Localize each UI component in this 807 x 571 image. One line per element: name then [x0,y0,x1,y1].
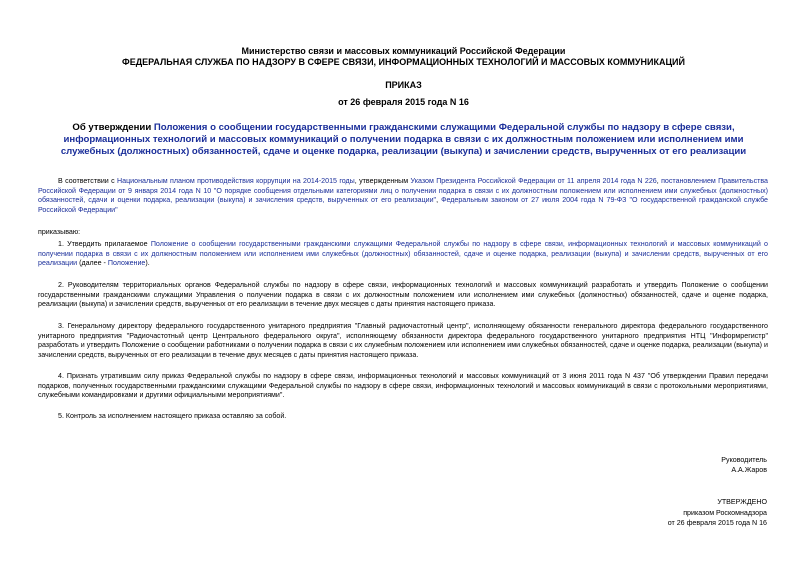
item-1-text-a: 1. Утвердить прилагаемое [58,240,151,248]
link-president-decree[interactable]: Указом Президента Российской Федерации от 11 апреля 2014 года N 226 [410,177,657,185]
approval-line-2: приказом Роскомнадзора [683,509,767,517]
link-regulation-short[interactable]: Положение [107,259,146,268]
service-name: ФЕДЕРАЛЬНАЯ СЛУЖБА ПО НАДЗОРУ В СФЕРЕ СВЯЗИ, ИНФОРМАЦИОННЫХ ТЕХНОЛОГИЙ И МАССОВЫХ КОММУНИКАЦИЙ [122,57,685,67]
item-1-text-c: ). [145,259,150,268]
item-3: 3. Генеральному директору федерального государственного унитарного предприятия "Главный радиочастотный центр", исполняющему обязанности генерального директора федерального государственного унитарного предприятия "Радиочастотный центр Центрального федерального округа", исполняющему обязанности директора федерального государственного унитарного предприятия НТЦ "Информрегистр" разработать и утвердить Положение о сообщении работниками о получении подарка в связи с их служебным положением или исполнением ими служебных обязанностей, сдаче и оценке подарка, реализации (выкупа) и зачислении средств, вырученных от его реализации в течение двух месяцев с даты принятия настоящего приказа. [38,322,768,360]
document-title [40,122,767,158]
link-national-plan[interactable]: Национальным планом противодействия коррупции на 2014-2015 годы [117,177,355,185]
item-4: 4. Признать утратившим силу приказ Федеральной службы по надзору в сфере связи, информационных технологий и массовых коммуникаций от 3 июня 2011 года N 437 "Об утверждении Правил передачи подарков, полученных государственными гражданскими служащими Федеральной службы по надзору в сфере связи, информационных технологий и массовых коммуникаций в связи с протокольными мероприятиями, служебными командировками и другими официальными мероприятиями". [38,372,768,400]
link-regulation[interactable]: Положение о сообщении государственными гражданскими служащими Федеральной службы по надзору в сфере связи, информационных технологий и массовых коммуникаций о получении подарка в связи с их должностным положением или исполнением ими служебных (должностных) обязанностей, сдаче и оценке подарка, реализации (выкупа) и зачислении средств, вырученных от его реализации [38,240,768,268]
document-type: ПРИКАЗ [385,80,422,90]
signature-role: Руководитель [721,456,767,464]
title-link[interactable]: Положения о сообщении государственными гражданскими служащими Федеральной службы по надзору в сфере связи, информационных технологий и массовых коммуникаций о получении подарка в связи с их должностным положением или исполнением ими служебных (должностных) обязанностей, сдаче и оценке подарка, реализации (выкупа) и зачислении средств, вырученных от его реализации [60,122,747,157]
preamble-text-1: В соответствии с [58,177,118,185]
preamble-text-4: , [436,196,442,205]
signature-name: А.А.Жаров [731,466,767,474]
preamble-text-3: , [656,177,662,185]
order-word: приказываю: [38,228,81,236]
item-2: 2. Руководителям территориальных органов Федеральной службы по надзору в сфере связи, информационных технологий и массовых коммуникаций разработать и утвердить Положение о сообщении государственными гражданскими служащими Управления о получении подарка в связи с их должностным положением или исполнением ими служебных (должностных) обязанностей, сдаче и оценке подарка, реализации (выкупа) и зачислении средств, вырученных от его реализации в течение двух месяцев с даты принятия настоящего приказа. [38,281,768,309]
preamble-text-2: , утвержденным [354,177,411,185]
link-federal-law[interactable]: Федеральным законом от 27 июля 2004 года N 79-ФЗ "О государственной гражданской службе Российской Федерации" [38,196,769,215]
title-prefix: Об утверждении [72,122,154,133]
preamble-paragraph [38,177,768,216]
approval-line-1: УТВЕРЖДЕНО [717,498,767,506]
link-government-resolution[interactable]: постановлением Правительства Российской Федерации от 9 января 2014 года N 10 "О порядке сообщения отдельными категориями лиц о получении подарка в связи с их должностным положением или исполнением ими служебных (должностных) обязанностей, сдачи и оценки подарка, реализации (выкупа) и зачисления средств, вырученных от его реализации" [38,177,768,205]
item-5: 5. Контроль за исполнением настоящего приказа оставляю за собой. [58,412,287,420]
ministry-name: Министерство связи и массовых коммуникаций Российской Федерации [241,46,566,56]
item-1-text-b: (далее - [77,259,108,268]
document-date-number: от 26 февраля 2015 года N 16 [338,97,469,107]
approval-line-3: от 26 февраля 2015 года N 16 [667,519,767,527]
item-1 [38,240,768,269]
